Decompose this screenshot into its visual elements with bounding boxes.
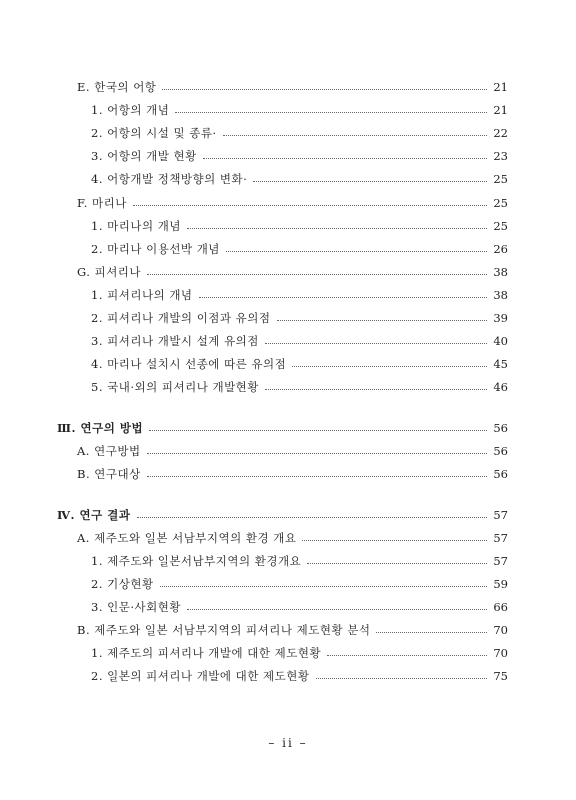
dot-leader xyxy=(147,476,488,477)
toc-entry-page: 46 xyxy=(493,380,508,394)
toc-entry-label: 2. 일본의 피셔리나 개발에 대한 제도현황 xyxy=(91,669,310,683)
toc-entry-label: 3. 피셔리나 개발시 설계 유의점 xyxy=(91,334,259,348)
toc-entry xyxy=(77,441,508,461)
toc-entry xyxy=(91,216,508,236)
toc-entry xyxy=(77,262,508,282)
toc-entry xyxy=(91,239,508,259)
toc-entry-page: 23 xyxy=(493,149,508,163)
dot-leader xyxy=(175,112,487,113)
toc-entry-label: E. 한국의 어항 xyxy=(77,80,157,94)
toc-entry-page: 57 xyxy=(493,508,508,522)
toc-entry-page: 70 xyxy=(493,646,508,660)
toc-entry-page: 22 xyxy=(493,126,508,140)
toc-entry xyxy=(91,308,508,328)
toc-entry-page: 25 xyxy=(493,196,508,210)
toc-entry xyxy=(91,100,508,120)
toc-entry xyxy=(91,169,508,189)
toc-entry-page: 45 xyxy=(493,357,508,371)
dot-leader xyxy=(187,228,487,229)
dot-leader xyxy=(223,135,488,136)
toc-entry-page: 56 xyxy=(493,421,508,435)
toc-entry-page: 57 xyxy=(493,531,508,545)
toc-entry xyxy=(91,574,508,594)
dot-leader xyxy=(316,678,488,679)
toc-entry-label: Ⅳ. 연구 결과 xyxy=(57,508,131,522)
toc-entry xyxy=(57,418,508,438)
toc-entry-page: 26 xyxy=(493,242,508,256)
toc-entry-page: 59 xyxy=(493,577,508,591)
dot-leader xyxy=(292,366,487,367)
dot-leader xyxy=(226,251,487,252)
dot-leader xyxy=(162,89,487,90)
toc-entry xyxy=(77,77,508,97)
toc-entry-label: 3. 인문·사회현황 xyxy=(91,600,181,614)
toc-entry-page: 38 xyxy=(493,265,508,279)
toc-entry xyxy=(91,597,508,617)
toc-entry-label: F. 마리나 xyxy=(77,196,127,210)
dot-leader xyxy=(253,181,487,182)
toc-entry xyxy=(91,354,508,374)
toc-entry-page: 40 xyxy=(493,334,508,348)
toc-entry xyxy=(77,528,508,548)
toc-entry-label: 1. 피셔리나의 개념 xyxy=(91,288,193,302)
toc-entry-label: 3. 어항의 개발 현황 xyxy=(91,149,197,163)
toc-entry-label: 1. 제주도의 피셔리나 개발에 대한 제도현황 xyxy=(91,646,322,660)
toc-entry xyxy=(91,377,508,397)
dot-leader xyxy=(133,205,488,206)
toc-entry-page: 66 xyxy=(493,600,508,614)
toc-entry-page: 25 xyxy=(493,172,508,186)
toc-entry xyxy=(91,285,508,305)
toc-entry-label: 4. 마리나 설치시 선종에 따른 유의점 xyxy=(91,357,287,371)
toc-entry-label: 2. 기상현황 xyxy=(91,577,154,591)
toc-entry-page: 25 xyxy=(493,219,508,233)
toc-entry xyxy=(91,146,508,166)
toc-entry-page: 56 xyxy=(493,467,508,481)
dot-leader xyxy=(376,632,487,633)
toc-entry xyxy=(77,464,508,484)
toc-entry-label: 2. 어항의 시설 및 종류· xyxy=(91,126,217,140)
dot-leader xyxy=(199,297,488,298)
toc-entry-label: 4. 어항개발 정책방향의 변화· xyxy=(91,172,248,186)
dot-leader xyxy=(137,517,488,518)
toc-entry xyxy=(91,331,508,351)
toc-entry-page: 70 xyxy=(493,623,508,637)
toc-entry-label: 2. 피셔리나 개발의 이점과 유의점 xyxy=(91,311,271,325)
toc-entry-label: B. 제주도와 일본 서남부지역의 피셔리나 제도현황 분석 xyxy=(77,623,371,637)
toc-entry-label: 1. 제주도와 일본서남부지역의 환경개요 xyxy=(91,554,302,568)
toc-entry-page: 56 xyxy=(493,444,508,458)
toc-entry-page: 38 xyxy=(493,288,508,302)
toc-entry-label: 5. 국내·외의 피셔리나 개발현황 xyxy=(91,380,259,394)
toc-entry-label: A. 연구방법 xyxy=(77,444,141,458)
dot-leader xyxy=(277,320,488,321)
toc-entry-label: 1. 어항의 개념 xyxy=(91,103,170,117)
dot-leader xyxy=(203,158,488,159)
toc-entry-label: A. 제주도와 일본 서남부지역의 환경 개요 xyxy=(77,531,297,545)
toc-entry-page: 21 xyxy=(493,103,508,117)
toc-entry-page: 21 xyxy=(493,80,508,94)
toc-entry-label: G. 피셔리나 xyxy=(77,265,142,279)
toc-entry-page: 75 xyxy=(493,669,508,683)
toc-entry xyxy=(91,551,508,571)
toc-entry-label: 1. 마리나의 개념 xyxy=(91,219,181,233)
dot-leader xyxy=(302,540,487,541)
dot-leader xyxy=(149,430,487,431)
toc-entry-label: 2. 마리나 이용선박 개념 xyxy=(91,242,220,256)
page-number-footer: – ii – xyxy=(268,736,308,750)
toc-entry-label: B. 연구대상 xyxy=(77,467,141,481)
toc-entry xyxy=(91,643,508,663)
toc-entry-page: 39 xyxy=(493,311,508,325)
toc-entry-page: 57 xyxy=(493,554,508,568)
dot-leader xyxy=(307,563,487,564)
dot-leader xyxy=(327,655,487,656)
toc-entry xyxy=(77,193,508,213)
toc-entry-label: Ⅲ. 연구의 방법 xyxy=(57,421,144,435)
dot-leader xyxy=(147,453,488,454)
dot-leader xyxy=(187,609,487,610)
toc-entry xyxy=(91,123,508,143)
dot-leader xyxy=(265,389,487,390)
toc-entry xyxy=(91,666,508,686)
dot-leader xyxy=(265,343,487,344)
toc-entry xyxy=(57,505,508,525)
dot-leader xyxy=(160,586,488,587)
toc-entry xyxy=(77,620,508,640)
dot-leader xyxy=(147,274,487,275)
